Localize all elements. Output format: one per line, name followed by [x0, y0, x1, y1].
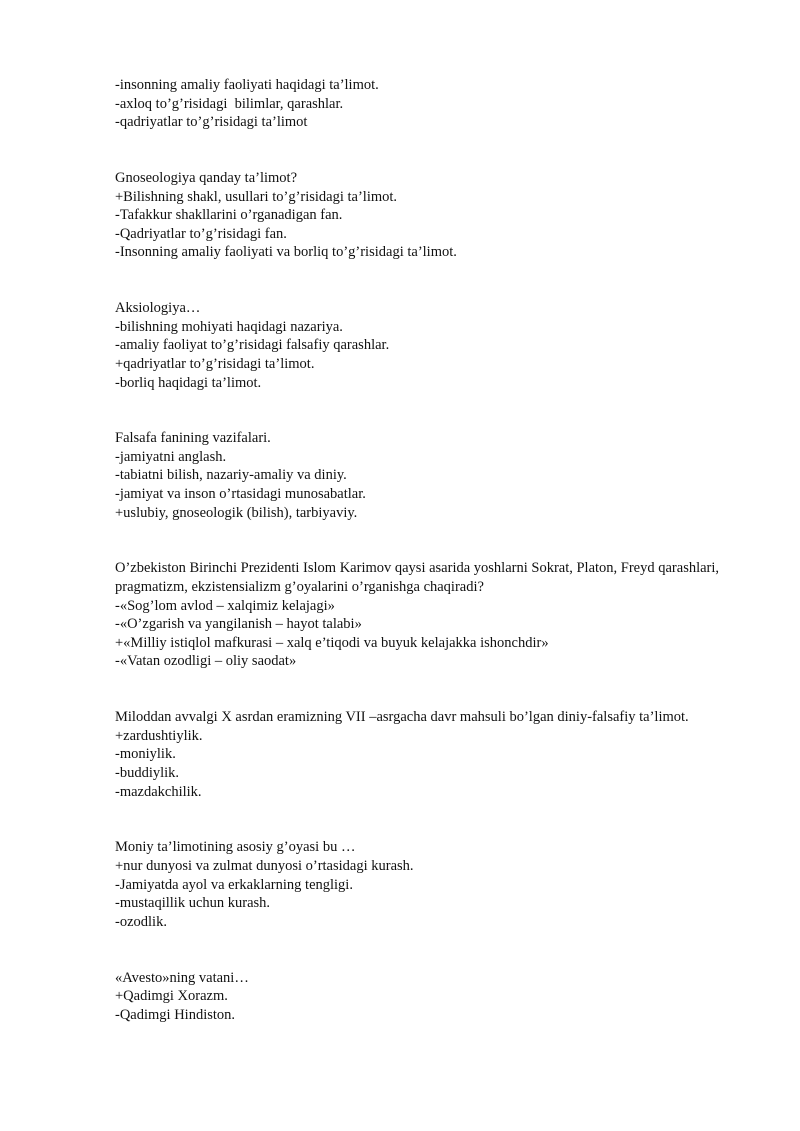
answer-option: -«O’zgarish va yangilanish – hayot talabi» — [115, 616, 362, 633]
answer-option: -borliq haqidagi ta’limot. — [115, 374, 262, 391]
question-text: «Avesto»ning vatani… — [115, 969, 249, 986]
answer-option: +Bilishning shakl, usullari to’g’risidagi ta’limot. — [115, 188, 398, 205]
answer-option: -Qadriyatlar to’g’risidagi fan. — [115, 225, 287, 242]
answer-option: -buddiylik. — [115, 764, 180, 781]
answer-option: -Jamiyatda ayol va erkaklarning tengligi. — [115, 876, 353, 893]
answer-option: -qadriyatlar to’g’risidagi ta’limot — [115, 114, 308, 131]
answer-option: +Qadimgi Xorazm. — [115, 988, 228, 1005]
question-block-6 — [115, 708, 725, 801]
question-block-2 — [115, 169, 725, 262]
question-text: Falsafa fanining vazifalari. — [115, 430, 271, 447]
answer-option: -ozodlik. — [115, 913, 167, 930]
question-block-5 — [115, 559, 725, 671]
question-text: Moniy ta’limotining asosiy g’oyasi bu … — [115, 839, 356, 856]
answer-option: +qadriyatlar to’g’risidagi ta’limot. — [115, 355, 315, 372]
question-block-4 — [115, 429, 725, 522]
answer-option: -axloq to’g’risidagi bilimlar, qarashlar. — [115, 95, 344, 112]
question-text: Aksiologiya… — [115, 300, 201, 317]
answer-option: -mazdakchilik. — [115, 783, 202, 800]
question-text: Gnoseologiya qanday ta’limot? — [115, 169, 298, 186]
answer-option: -bilishning mohiyati haqidagi nazariya. — [115, 318, 343, 335]
answer-option: -amaliy faoliyat to’g’risidagi falsafiy qarashlar. — [115, 337, 390, 354]
answer-option: +zardushtiylik. — [115, 727, 203, 744]
answer-option: -Insonning amaliy faoliyati va borliq to’g’risidagi ta’limot. — [115, 244, 457, 261]
question-block-8 — [115, 969, 725, 1025]
answer-option: -jamiyatni anglash. — [115, 448, 227, 465]
answer-option: -jamiyat va inson o’rtasidagi munosabatlar. — [115, 486, 366, 503]
answer-option: +«Milliy istiqlol mafkurasi – xalq e’tiqodi va buyuk kelajakka ishonchdir» — [115, 634, 549, 651]
answer-option: -moniylik. — [115, 746, 176, 763]
question-text: Miloddan avvalgi X asrdan eramizning VII –asrgacha davr mahsuli bo’lgan diniy-falsafiy ta’limot. — [115, 709, 689, 726]
question-block-3 — [115, 299, 725, 392]
answer-option: -tabiatni bilish, nazariy-amaliy va diniy. — [115, 467, 347, 484]
answer-option: -«Sog’lom avlod – xalqimiz kelajagi» — [115, 597, 335, 614]
answer-option: -«Vatan ozodligi – oliy saodat» — [115, 653, 297, 670]
answer-option: -insonning amaliy faoliyati haqidagi ta’limot. — [115, 77, 379, 93]
question-block-7 — [115, 838, 725, 931]
answer-option: +nur dunyosi va zulmat dunyosi o’rtasidagi kurash. — [115, 857, 414, 874]
answer-option: -mustaqillik uchun kurash. — [115, 895, 271, 912]
question-block-1 — [115, 76, 725, 132]
answer-option: -Tafakkur shakllarini o’rganadigan fan. — [115, 207, 343, 224]
answer-option: +uslubiy, gnoseologik (bilish), tarbiyaviy. — [115, 504, 358, 521]
question-text: O’zbekiston Birinchi Prezidenti Islom Karimov qaysi asarida yoshlarni Sokrat, Platon, Freyd qarashlari, pragmatizm, ekzistensializm g’oyalarini o’rganishga chaqiradi? — [115, 560, 723, 596]
document-page — [115, 76, 725, 1024]
answer-option: -Qadimgi Hindiston. — [115, 1006, 236, 1023]
